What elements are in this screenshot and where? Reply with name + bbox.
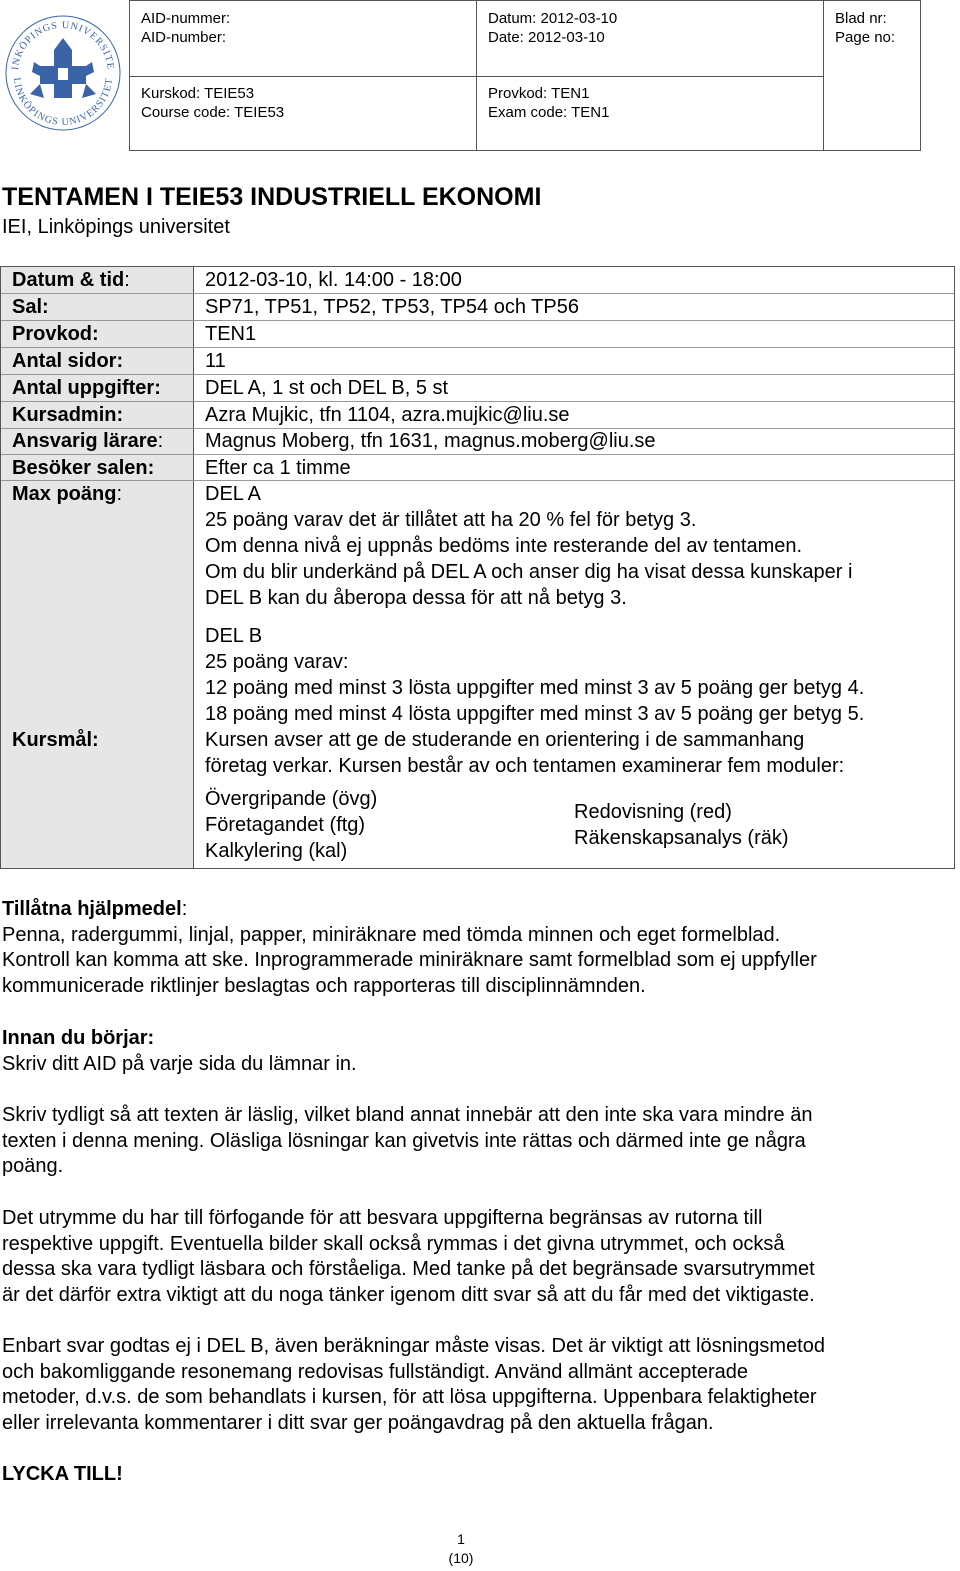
paragraph-legibility: Skriv tydligt så att texten är läslig, vilket bland annat innebär att den inte ska vara mindre än texten i denna mening. Oläsliga lösningar kan givetvis inte rättas och därmed inte ge några poäng. xyxy=(2,1104,813,1178)
logo-ring-text-top: INKÖPINGS UNIVERSITE xyxy=(10,19,116,71)
page-title: TENTAMEN I TEIE53 INDUSTRIELL EKONOMI xyxy=(2,183,542,211)
besoker-salen-value: Efter ca 1 timme xyxy=(205,457,351,479)
closing-text: LYCKA TILL! xyxy=(2,1463,123,1485)
innan-section: Innan du börjar: Skriv ditt AID på varje sida du lämnar in. xyxy=(2,1027,357,1075)
page-field: Blad nr: Page no: xyxy=(835,10,896,46)
logo-ring-text-bottom: LINKÖPINGS UNIVERSITET xyxy=(10,77,116,129)
sal-label: Sal: xyxy=(12,296,49,318)
provkod-value: TEN1 xyxy=(205,323,257,345)
ansvarig-larare-value: Magnus Moberg, tfn 1631, magnus.moberg@liu.se xyxy=(205,430,656,452)
course-code-field: Kurskod: TEIE53 Course code: TEIE53 xyxy=(141,85,285,121)
hjalpmedel-section: Tillåtna hjälpmedel: Penna, radergummi, linjal, papper, miniräknare med tömda minnen och eget formelblad. Kontroll kan komma att ske. Inprogrammerade miniräknare samt formelblad som ej uppfyller kommunicerade riktlinjer beslagtas och rapporteras till disciplinnämnden. xyxy=(2,898,817,998)
aid-field: AID-nummer: AID-number: xyxy=(141,10,231,46)
datum-label: Datum & tid: xyxy=(12,269,130,291)
besoker-salen-label: Besöker salen: xyxy=(12,457,155,479)
header-box xyxy=(129,0,921,151)
page-number: 1 xyxy=(457,1531,465,1547)
max-poang-label: Max poäng: xyxy=(12,483,123,505)
kursmal-text: Kursen avser att ge de studerande en orientering i de sammanhang företag verkar. Kursen består av och tentamen examinerar fem moduler: xyxy=(205,729,845,777)
kursadmin-label: Kursadmin: xyxy=(12,404,124,426)
del-a-text: DEL A 25 poäng varav det är tillåtet att ha 20 % fel för betyg 3. Om denna nivå ej uppnås bedöms inte resterande del av tentamen. Om du blir underkänd på DEL A och anser dig ha visat dessa kunskaper i DEL B kan du åberopa dessa för att nå betyg 3. xyxy=(205,483,853,609)
exam-info-table xyxy=(0,266,955,869)
kursmal-label: Kursmål: xyxy=(12,729,99,751)
page-total: (10) xyxy=(448,1550,474,1566)
sal-value: SP71, TP51, TP52, TP53, TP54 och TP56 xyxy=(205,296,579,318)
provkod-label: Provkod: xyxy=(12,323,99,345)
antal-uppgifter-value: DEL A, 1 st och DEL B, 5 st xyxy=(205,377,449,399)
date-field: Datum: 2012-03-10 Date: 2012-03-10 xyxy=(488,10,618,46)
university-logo xyxy=(4,14,122,132)
antal-sidor-value: 11 xyxy=(205,350,226,372)
exam-code-field: Provkod: TEN1 Exam code: TEN1 xyxy=(488,85,610,121)
datum-value: 2012-03-10, kl. 14:00 - 18:00 xyxy=(205,269,462,291)
modules-left: Övergripande (övg) Företagandet (ftg) Kalkylering (kal) xyxy=(205,788,378,862)
page-subtitle: IEI, Linköpings universitet xyxy=(2,216,230,238)
paragraph-answers: Enbart svar godtas ej i DEL B, även beräkningar måste visas. Det är viktigt att lösningsmetod och bakomliggande resonemang redovisas fullständigt. Använd allmänt accepterade metoder, d.v.s. de som behandlats i kursen, för att lösa uppgifterna. Uppenbara felaktigheter eller irrelevanta kommentarer i ditt svar ger poängavdrag på den aktuella frågan. xyxy=(2,1335,825,1435)
del-b-text: DEL B 25 poäng varav: 12 poäng med minst 3 lösta uppgifter med minst 3 av 5 poäng ger betyg 4. 18 poäng med minst 4 lösta uppgifter med minst 3 av 5 poäng ger betyg 5. xyxy=(205,625,865,725)
modules-right: Redovisning (red) Räkenskapsanalys (räk) xyxy=(574,801,789,849)
antal-sidor-label: Antal sidor: xyxy=(12,350,124,372)
antal-uppgifter-label: Antal uppgifter: xyxy=(12,377,161,399)
paragraph-space: Det utrymme du har till förfogande för att besvara uppgifterna begränsas av rutorna till respektive uppgift. Eventuella bilder skall också rymmas i det givna utrymmet, och också dessa ska vara tydligt läsbara och förståeliga. Med tanke på det begränsade svarsutrymmet är det därför extra viktigt att du noga tänker igenom ditt svar så att du får med det viktigaste. xyxy=(2,1207,815,1307)
kursadmin-value: Azra Mujkic, tfn 1104, azra.mujkic@liu.se xyxy=(205,404,570,426)
ansvarig-larare-label: Ansvarig lärare: xyxy=(12,430,164,452)
